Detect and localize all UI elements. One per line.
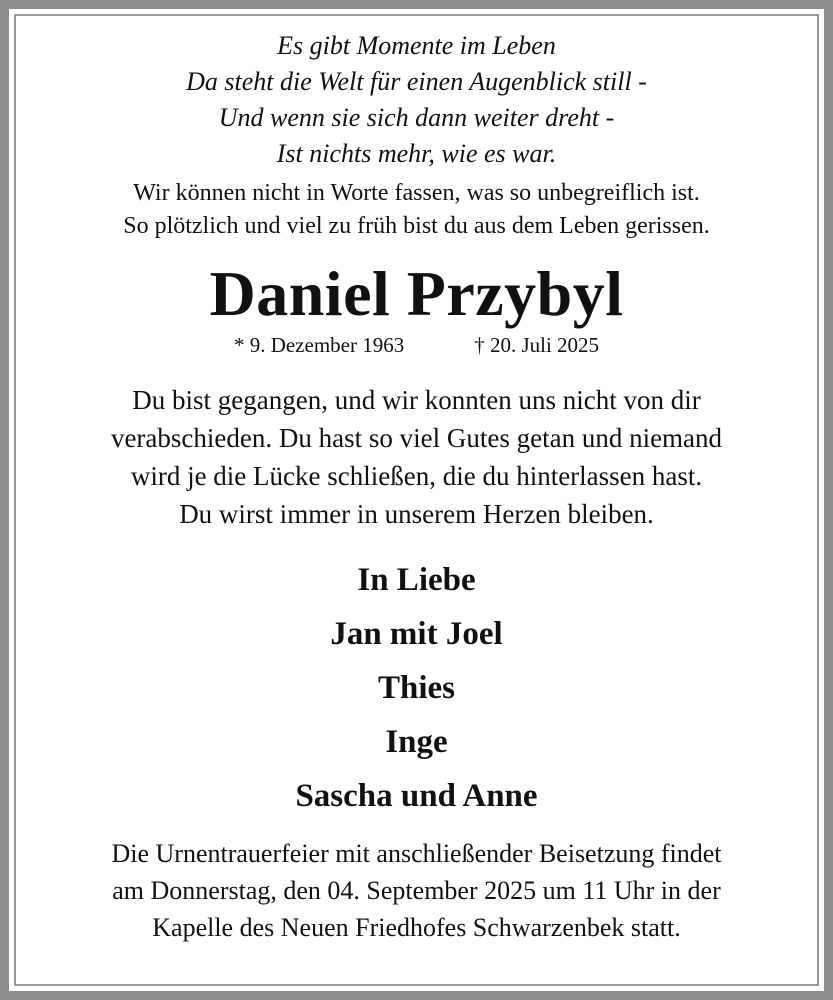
signoff-heading: In Liebe xyxy=(357,562,476,598)
life-dates xyxy=(20,331,813,359)
farewell-message xyxy=(20,381,813,533)
mourner-name: Thies xyxy=(377,670,456,706)
service-line: Die Urnentrauerfeier mit anschließender Beisetzung findet xyxy=(111,839,722,868)
service-info xyxy=(20,835,813,946)
message-line: Du bist gegangen, und wir konnten uns nicht von dir xyxy=(132,385,701,415)
intro-line: Wir können nicht in Worte fassen, was so unbegreiflich ist. xyxy=(133,180,700,206)
obituary-notice xyxy=(20,28,813,946)
birth-date: * 9. Dezember 1963 xyxy=(233,333,405,357)
mourner-name: Inge xyxy=(385,724,448,760)
death-date: † 20. Juli 2025 xyxy=(474,333,600,357)
service-line: Kapelle des Neuen Friedhofes Schwarzenbek statt. xyxy=(152,913,681,942)
intro-line: So plötzlich und viel zu früh bist du aus dem Leben gerissen. xyxy=(123,213,710,239)
mourner-name: Jan mit Joel xyxy=(330,616,503,652)
message-line: wird je die Lücke schließen, die du hinterlassen hast. xyxy=(130,461,703,491)
message-line: Du wirst immer in unserem Herzen bleiben. xyxy=(179,499,654,529)
deceased-name: Daniel Przybyl xyxy=(209,258,624,329)
poem-line: Da steht die Welt für einen Augenblick still - xyxy=(186,67,647,96)
poem-line: Und wenn sie sich dann weiter dreht - xyxy=(218,103,615,132)
mourners-list xyxy=(20,553,813,823)
poem xyxy=(20,28,813,172)
intro-text xyxy=(20,177,813,243)
message-line: verabschieden. Du hast so viel Gutes getan und niemand xyxy=(110,423,723,453)
poem-line: Ist nichts mehr, wie es war. xyxy=(276,139,557,168)
mourner-name: Sascha und Anne xyxy=(295,778,538,814)
service-line: am Donnerstag, den 04. September 2025 um 11 Uhr in der xyxy=(112,876,721,905)
poem-line: Es gibt Momente im Leben xyxy=(277,31,556,60)
